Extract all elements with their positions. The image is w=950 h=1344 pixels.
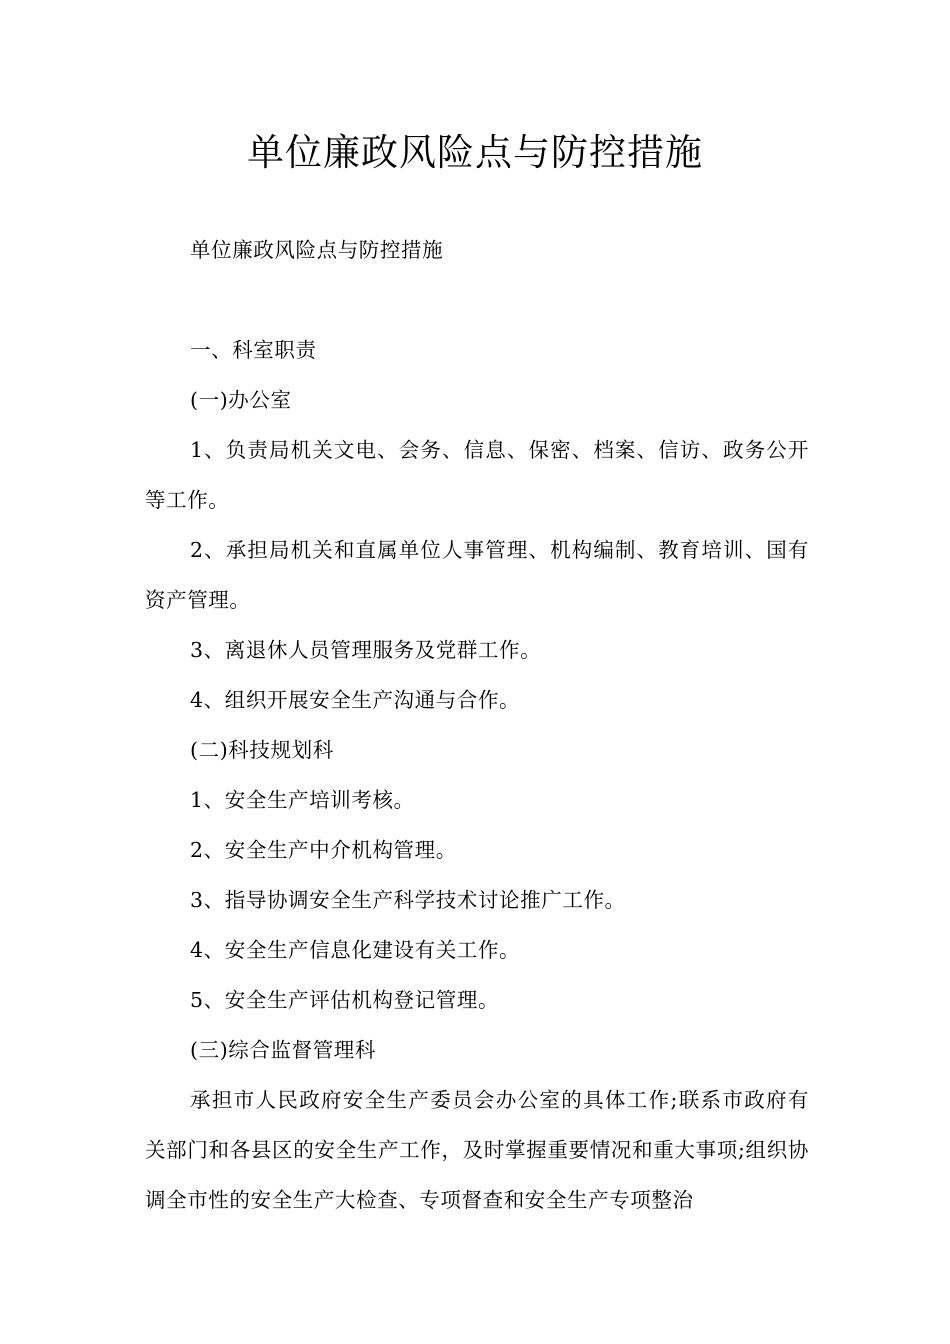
paragraph-gap [145,275,809,325]
document-body [145,225,809,1225]
list-item: 3、离退休人员管理服务及党群工作。 [190,638,542,662]
subtitle-paragraph: 单位廉政风险点与防控措施 [190,238,444,262]
subsection-heading: (一)办公室 [190,388,292,412]
list-item: 3、指导协调安全生产科学技术讨论推广工作。 [190,888,626,912]
list-item: 5、安全生产评估机构登记管理。 [190,988,500,1012]
list-item: 4、安全生产信息化建设有关工作。 [190,938,521,962]
document-title: 单位廉政风险点与防控措施 [247,131,703,174]
list-item: 1、安全生产培训考核。 [190,788,415,812]
list-item: 1、负责局机关文电、会务、信息、保密、档案、信访、政务公开等工作。 [145,438,809,512]
list-item: 2、安全生产中介机构管理。 [190,838,457,862]
list-item: 2、承担局机关和直属单位人事管理、机构编制、教育培训、国有资产管理。 [145,538,809,612]
body-paragraph: 承担市人民政府安全生产委员会办公室的具体工作;联系市政府有关部门和各县区的安全生产工作，及时掌握重要情况和重大事项;组织协调全市性的安全生产大检查、专项督查和安全生产专项整治 [145,1088,809,1212]
subsection-heading: (二)科技规划科 [190,738,334,762]
list-item: 4、组织开展安全生产沟通与合作。 [190,688,521,712]
section-heading: 一、科室职责 [190,338,317,362]
subsection-heading: (三)综合监督管理科 [190,1038,376,1062]
